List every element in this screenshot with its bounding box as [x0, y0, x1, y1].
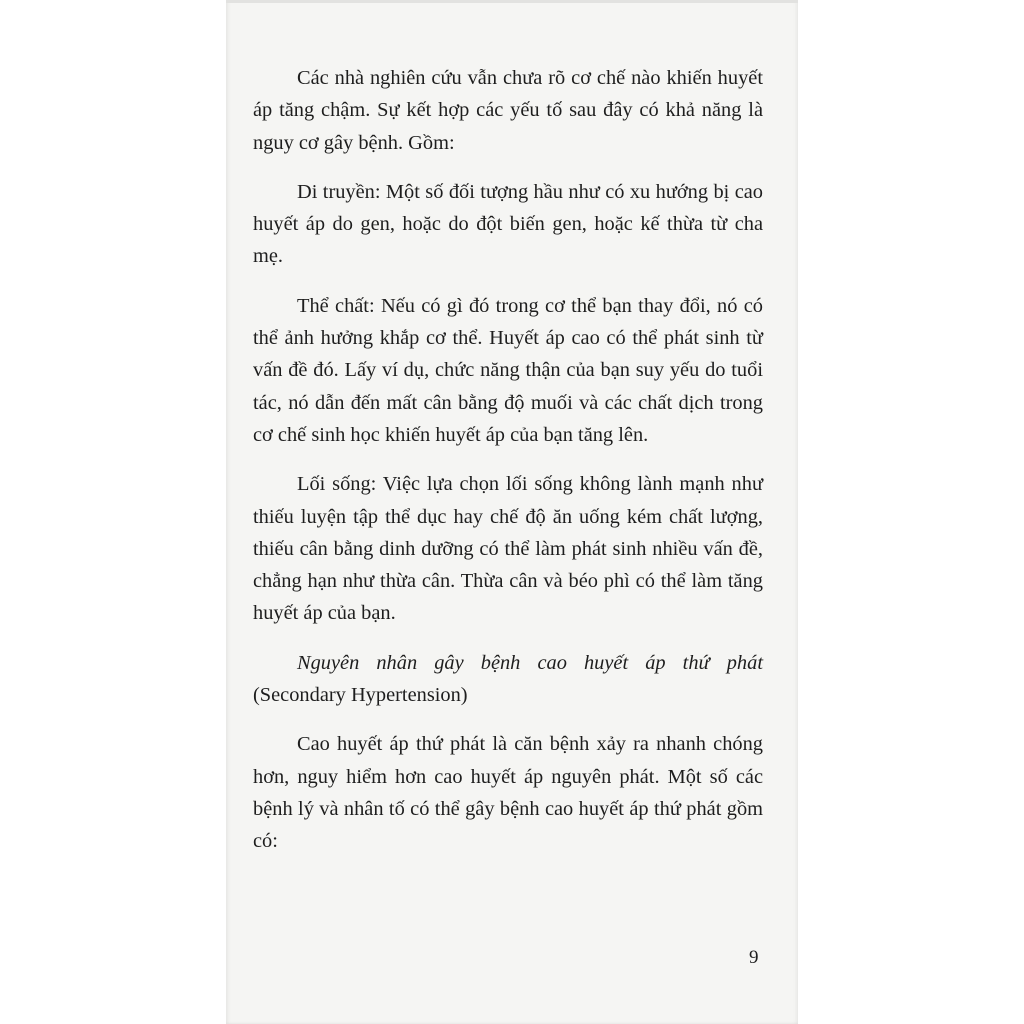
section-heading-italic: Nguyên nhân gây bệnh cao huyết áp thứ phát	[297, 651, 763, 674]
page-body-text	[253, 62, 763, 875]
page-top-edge	[226, 0, 798, 3]
paragraph-lifestyle: Lối sống: Việc lựa chọn lối sống không lành mạnh như thiếu luyện tập thể dục hay chế độ ăn uống kém chất lượng, thiếu cân bằng dinh dưỡng có thể làm phát sinh nhiều vấn đề, chẳng hạn như thừa cân. Thừa cân và béo phì có thể làm tăng huyết áp của bạn.	[253, 473, 763, 625]
section-heading-secondary-hypertension	[253, 647, 763, 712]
section-heading-english: (Secondary Hypertension)	[253, 684, 468, 707]
paragraph-genetics: Di truyền: Một số đối tượng hầu như có xu hướng bị cao huyết áp do gen, hoặc do đột biến gen, hoặc kế thừa từ cha mẹ.	[253, 180, 763, 268]
paragraph-secondary: Cao huyết áp thứ phát là căn bệnh xảy ra nhanh chóng hơn, nguy hiểm hơn cao huyết áp nguyên phát. Một số các bệnh lý và nhân tố có thể gây bệnh cao huyết áp thứ phát gồm có:	[253, 733, 763, 853]
paragraph-intro: Các nhà nghiên cứu vẫn chưa rõ cơ chế nào khiến huyết áp tăng chậm. Sự kết hợp các yếu tố sau đây có khả năng là nguy cơ gây bệnh. Gồm:	[253, 67, 763, 154]
paragraph-physical: Thể chất: Nếu có gì đó trong cơ thể bạn thay đổi, nó có thể ảnh hưởng khắp cơ thể. Huyết áp cao có thể phát sinh từ vấn đề đó. Lấy ví dụ, chức năng thận của bạn suy yếu do tuổi tác, nó dẫn đến mất cân bằng độ muối và các chất dịch trong cơ chế sinh học khiến huyết áp của bạn tăng lên.	[253, 294, 763, 446]
page-number: 9	[749, 947, 759, 968]
